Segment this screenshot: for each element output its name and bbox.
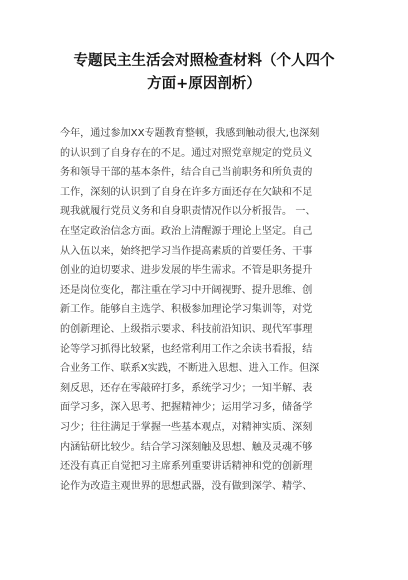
body-line: 习少；往往满足于掌握一些基本观点，对精神实质、深刻 — [60, 421, 313, 433]
body-line: 合业务工作、联系X实践，不断进入思想、进入工作。但深 — [60, 363, 320, 375]
body-line: 的认识到了自身存在的不足。通过对照党章规定的党员义 — [60, 147, 313, 159]
body-line: 论等学习抓得比较紧，也经常利用工作之余读书看报，结 — [60, 343, 313, 355]
body-line: 的创新理论、上级指示要求、科技前沿知识、现代军事理 — [60, 323, 313, 335]
body-line: 刻反思，还存在零敲碎打多，系统学习少；一知半解、表 — [60, 382, 313, 394]
body-line: 内涵钻研比较少。结合学习深刻触及思想、触及灵魂不够 — [60, 441, 313, 453]
title-line-1: 专题民主生活会对照检查材料（个人四个 — [73, 53, 335, 69]
body-line: 务和领导干部的基本条件，结合自己当前职务和所负责的 — [60, 167, 313, 179]
document-title — [40, 50, 368, 96]
body-line: 在坚定政治信念方面。政治上清醒源于理论上坚定。自己 — [60, 225, 313, 237]
body-line: 工作，深刻的认识到了自身在许多方面还存在欠缺和不足 — [60, 186, 313, 198]
body-line: 现我就履行党员义务和自身职责情况作以分析报告。 一、 — [60, 206, 316, 218]
body-line: 今年，通过参加XX专题教育整顿，我感到触动很大,也深刻 — [60, 128, 320, 139]
body-line: 面学习多，深入思考、把握精神少；运用学习多，储备学 — [60, 402, 313, 414]
body-line: 还没有真正自觉把习主席系列重要讲话精神和党的创新理 — [60, 461, 313, 473]
document-body — [60, 124, 356, 496]
body-line: 从入伍以来，始终把学习当作提高素质的首要任务、干事 — [60, 245, 313, 257]
title-line-2: 方面+原因剖析） — [147, 76, 261, 92]
body-line: 论作为改造主观世界的思想武器，没有做到深学、精学、 — [60, 480, 313, 492]
body-line: 创业的迫切要求、进步发展的毕生需求。不管是职务提升 — [60, 265, 313, 277]
body-line: 还是岗位变化，都注重在学习中开阔视野、提升思维、创 — [60, 284, 313, 296]
body-line: 新工作。能够自主选学、积极参加理论学习集训等，对党 — [60, 304, 313, 316]
